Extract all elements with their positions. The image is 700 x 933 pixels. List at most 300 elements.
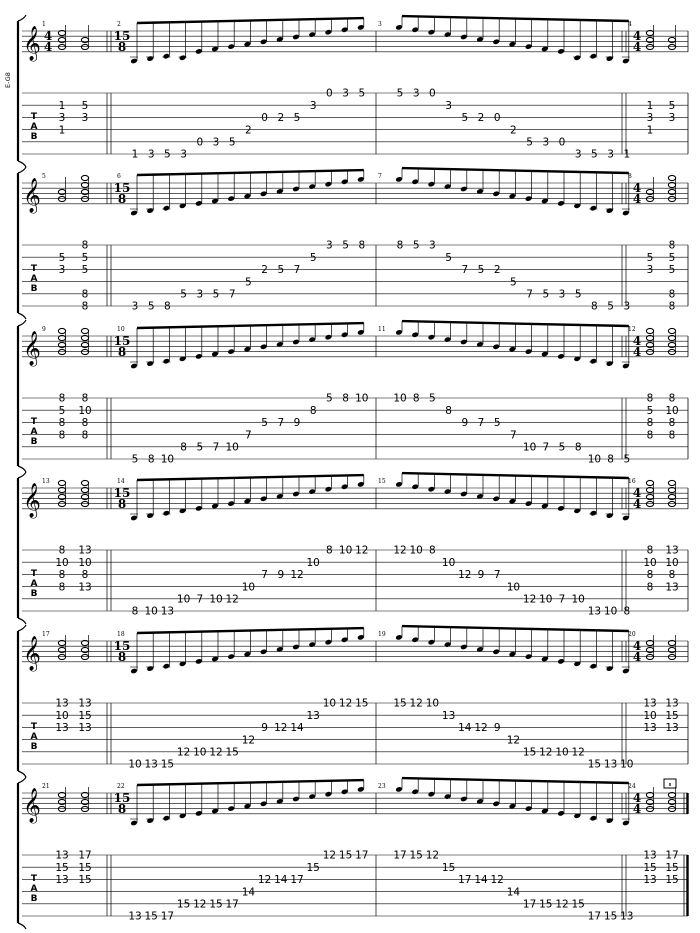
fret-number: 8 [646,417,654,430]
note-head [492,496,500,502]
fret-number: 17 [587,910,602,923]
treble-clef-icon: 𝄞 [23,331,41,366]
note-head [195,200,203,206]
fret-number: 15 [393,697,407,710]
fret-number: 10 [409,544,423,557]
fret-number: 8 [81,239,89,252]
fret-number: 13 [55,722,69,735]
note-head [146,360,154,366]
fret-number: 15 [539,898,553,911]
fret-number: 10 [441,556,456,569]
measure-number: 1 [42,21,46,28]
note-head [428,29,436,35]
note-head [460,644,468,650]
fret-number: 12 [338,697,353,710]
fret-number: 8 [396,239,404,252]
time-sig-numerator: 15 [113,334,131,348]
time-sig-numerator: 4 [632,639,642,653]
fret-number: 5 [277,264,285,277]
fret-number: 8 [81,288,89,301]
tab-letter: A [30,274,38,284]
fret-number: 2 [277,112,285,125]
tab-letter: A [30,122,38,132]
note-head [308,793,316,799]
fret-number: 13 [643,874,657,887]
note-head [146,512,154,518]
fret-number: 8 [668,300,676,313]
note-head [444,31,452,37]
note-head [411,27,419,33]
note-head [58,799,65,804]
fret-number: 13 [55,849,69,862]
time-sig-denominator: 4 [43,40,53,54]
fret-number: 12 [506,734,521,747]
fret-number: 10 [393,392,407,405]
fret-number: 5 [245,276,252,289]
fret-number: 8 [58,569,66,582]
fret-number: 5 [646,251,654,264]
fret-number: 13 [643,849,657,862]
note-head [325,29,333,35]
note-head [525,805,533,811]
note-head [492,649,500,655]
tab-letter: B [30,742,38,752]
fret-number: 15 [306,861,320,874]
note-head [557,48,565,54]
fret-number: 10 [241,581,256,594]
note-head [668,175,675,180]
fret-number: 5 [228,136,236,149]
fret-number: 13 [78,722,92,735]
fret-number: 15 [587,758,602,771]
tuning-label: E-G8 [4,72,12,88]
note-head [411,637,419,643]
note-head [525,43,533,49]
note-head [58,328,65,333]
note-head [81,480,88,485]
fret-number: 8 [591,300,598,313]
note-head [525,500,533,506]
fret-number: 12 [193,898,207,911]
fret-number: 13 [603,758,618,771]
tab-letter: B [30,284,38,294]
measure-number: 22 [117,783,125,790]
fret-number: 13 [55,874,69,887]
note-head [557,658,565,664]
fret-number: 3 [623,300,631,313]
fret-number: 5 [396,87,404,100]
fret-number: 10 [322,697,337,710]
bracket-hook [18,466,26,472]
fret-number: 2 [261,264,268,277]
measure-number: 16 [628,478,636,485]
fret-number: 13 [55,697,69,710]
note-head [357,176,365,182]
fret-number: 5 [81,251,89,264]
fret-number: 1 [646,124,654,137]
fret-number: 12 [539,746,553,759]
note-head [411,332,419,338]
fret-number: 7 [493,569,501,582]
fret-number: 8 [668,239,676,252]
note-head [325,334,333,340]
fret-number: 14 [458,722,472,735]
fret-number: 9 [493,722,501,735]
note-head [622,58,630,64]
note-head [606,512,614,518]
fret-number: 8 [646,544,654,557]
fret-number: 5 [429,392,436,405]
system [18,625,688,777]
note-head [395,481,403,487]
system [18,777,688,929]
fret-number: 8 [81,569,89,582]
note-head [81,189,88,194]
note-head [525,348,533,354]
fret-number: 3 [180,148,187,161]
note-head [163,53,171,59]
note-head [357,481,365,487]
fret-number: 8 [574,441,582,454]
note-head [163,205,171,211]
note-head [260,801,268,807]
fret-number: 12 [355,544,369,557]
note-head [428,486,436,492]
fret-number: 15 [643,861,657,874]
note-head [146,817,154,823]
fret-number: 3 [558,288,566,301]
time-sig-denominator: 4 [632,802,642,816]
fret-number: 14 [474,874,488,887]
note-head [444,336,452,342]
note-head [260,344,268,350]
fret-number: 10 [209,593,223,606]
note-head [163,815,171,821]
fret-number: 8 [358,239,366,252]
fret-number: 3 [309,99,317,112]
note-head [81,799,88,804]
fret-number: 10 [539,593,553,606]
note-head [130,515,138,521]
fret-number: 3 [607,148,614,161]
note-head [292,796,300,802]
fret-number: 17 [522,898,537,911]
fret-number: 10 [587,453,602,466]
note-head [58,44,65,49]
note-head [395,176,403,182]
note-head [646,328,653,333]
fret-number: 5 [445,251,452,264]
note-head [428,639,436,645]
fret-number: 8 [81,392,89,405]
fret-number: 13 [78,697,92,710]
tab-letter: T [30,112,38,122]
note-head [460,491,468,497]
tab-letter: B [30,894,38,904]
fret-number: 3 [574,148,582,161]
fret-number: 15 [160,758,175,771]
note-head [622,668,630,674]
fret-number: 8 [58,392,66,405]
fret-number: 8 [607,453,614,466]
note-head [81,501,88,506]
fret-number: 15 [522,746,537,759]
note-head [444,641,452,647]
fret-number: 13 [160,605,175,618]
note-head [260,649,268,655]
note-head [58,480,65,485]
tab-letter: B [30,589,38,599]
tab-letter: A [30,884,38,894]
note-head [606,817,614,823]
fret-number: 12 [522,593,537,606]
fret-number: 8 [668,288,676,301]
fret-number: 14 [290,722,304,735]
note-head [428,791,436,797]
note-head [646,501,653,506]
time-sig-denominator: 8 [117,802,127,816]
fret-number: 8 [646,569,654,582]
fret-number: 12 [571,746,585,759]
note-head [357,24,365,30]
fret-number: 3 [668,112,676,125]
fret-number: 2 [477,112,485,125]
measure-number: 5 [42,173,46,180]
note-head [395,634,403,640]
note-head [668,654,675,659]
fret-number: 10 [555,746,569,759]
fret-number: 3 [412,87,420,100]
note-head [668,480,675,485]
fret-number: 3 [646,112,654,125]
fret-number: 10 [306,556,320,569]
tab-letter: T [30,417,38,427]
bracket-hook [18,777,26,783]
fret-number: 17 [78,849,92,862]
fret-number: 15 [225,746,239,759]
fret-number: 0 [261,112,268,125]
fret-number: 12 [490,874,504,887]
treble-clef-icon: 𝄞 [23,788,41,823]
fret-number: 5 [147,300,155,313]
fret-number: 9 [261,722,268,735]
note-head [525,195,533,201]
treble-clef-icon: 𝄞 [23,483,41,518]
fret-number: 8 [180,441,187,454]
tab-letter: T [30,874,38,884]
note-head [646,806,653,811]
measure-number: 20 [628,631,636,638]
tab-letter: T [30,722,38,732]
fret-number: 10 [338,544,353,557]
note-head [557,505,565,511]
note-head [308,183,316,189]
note-head [58,342,65,347]
note-head [444,488,452,494]
time-sig-numerator: 4 [632,486,642,500]
fret-number: 12 [393,544,407,557]
fret-number: 5 [326,392,333,405]
measure-number: 24 [628,783,636,790]
fret-number: 7 [261,569,268,582]
time-sig-denominator: 8 [117,650,127,664]
fret-number: 2 [493,264,501,277]
treble-clef-icon: 𝄞 [23,178,41,213]
treble-clef-icon: 𝄞 [23,636,41,671]
note-head [357,786,365,792]
note-head [58,196,65,201]
fret-number: 5 [164,148,171,161]
note-head [325,791,333,797]
fret-number: 10 [128,758,142,771]
fret-number: 8 [646,392,654,405]
note-head [195,353,203,359]
fret-number: 5 [668,251,676,264]
note-head [227,805,235,811]
fret-number: 0 [196,136,204,149]
fret-number: 13 [78,544,92,557]
fret-number: 10 [425,697,440,710]
fret-number: 5 [526,136,533,149]
fret-number: 8 [342,392,349,405]
fret-number: 5 [668,264,676,277]
note-head [411,484,419,490]
note-head [622,820,630,826]
note-head [130,668,138,674]
fret-number: 17 [393,849,407,862]
fret-number: 9 [477,569,485,582]
bracket-hook [18,625,26,631]
note-head [444,793,452,799]
tab-letter: T [30,569,38,579]
note-head [308,641,316,647]
time-sig-denominator: 8 [117,40,127,54]
note-head [668,799,675,804]
fret-number: 15 [665,874,679,887]
fret-number: 0 [493,112,501,125]
tab-letter: B [30,132,38,142]
fret-number: 3 [131,300,139,313]
fret-number: 5 [493,417,501,430]
time-sig-denominator: 8 [117,497,127,511]
fret-number: 7 [542,441,550,454]
note-head [325,486,333,492]
note-head [341,789,349,795]
note-head [557,810,565,816]
tab-letter: A [30,427,38,437]
note-head [81,349,88,354]
note-head [260,191,268,197]
note-head [81,342,88,347]
fret-number: 0 [429,87,436,100]
note-head [622,515,630,521]
note-head [646,196,653,201]
note-head [58,806,65,811]
fret-number: 12 [425,849,440,862]
time-sig-denominator: 4 [632,345,642,359]
fret-number: 15 [209,898,223,911]
fret-number: 17 [225,898,239,911]
fret-number: 12 [225,593,239,606]
fret-number: 8 [81,417,89,430]
fret-number: 5 [591,148,598,161]
fret-number: 2 [510,124,517,137]
measure-number: 6 [117,173,121,180]
fret-number: 0 [558,136,566,149]
time-sig-numerator: 4 [632,181,642,195]
note-head [146,55,154,61]
note-head [58,494,65,499]
measure-number: 4 [628,21,632,28]
time-sig-numerator: 15 [113,791,131,805]
time-sig-denominator: 4 [632,40,642,54]
note-head [308,31,316,37]
note-head [292,339,300,345]
fret-number: 1 [646,99,654,112]
time-sig-numerator: 15 [113,29,131,43]
note-head [646,799,653,804]
tab-letter: B [30,437,38,447]
fret-number: 10 [665,556,679,569]
fret-number: 5 [646,404,654,417]
note-head [668,501,675,506]
note-head [668,44,675,49]
fret-number: 15 [78,709,92,722]
fret-number: 5 [477,264,485,277]
fret-number: 8 [668,392,676,405]
note-head [227,653,235,659]
fret-number: 10 [571,593,585,606]
note-head [460,34,468,40]
fret-number: 8 [58,417,66,430]
note-head [308,488,316,494]
fret-number: 8 [58,429,66,442]
fret-number: 8 [81,300,89,313]
fret-number: 12 [241,734,256,747]
note-head [646,37,653,42]
note-head [81,196,88,201]
fret-number: 12 [458,569,472,582]
fret-number: 15 [78,861,92,874]
fret-number: 10 [643,556,657,569]
note-head [81,175,88,180]
fret-number: 3 [81,112,89,125]
fret-number: 7 [196,593,204,606]
time-sig-numerator: 15 [113,639,131,653]
note-head [341,637,349,643]
note-head [81,37,88,42]
note-head [341,179,349,185]
system [18,472,688,624]
fret-number: 9 [277,569,285,582]
fret-number: 10 [506,581,521,594]
note-head [341,484,349,490]
bracket-hook [18,161,26,167]
time-sig-denominator: 8 [117,192,127,206]
note-head [227,348,235,354]
fret-number: 5 [558,441,566,454]
fret-number: 15 [409,849,423,862]
time-sig-denominator: 8 [117,345,127,359]
fret-number: 5 [574,288,582,301]
time-sig-numerator: 4 [43,29,53,43]
fret-number: 14 [506,886,521,899]
note-head [668,189,675,194]
fret-number: 5 [542,288,550,301]
fret-number: 15 [176,898,191,911]
note-head [492,191,500,197]
fret-number: 13 [665,722,679,735]
